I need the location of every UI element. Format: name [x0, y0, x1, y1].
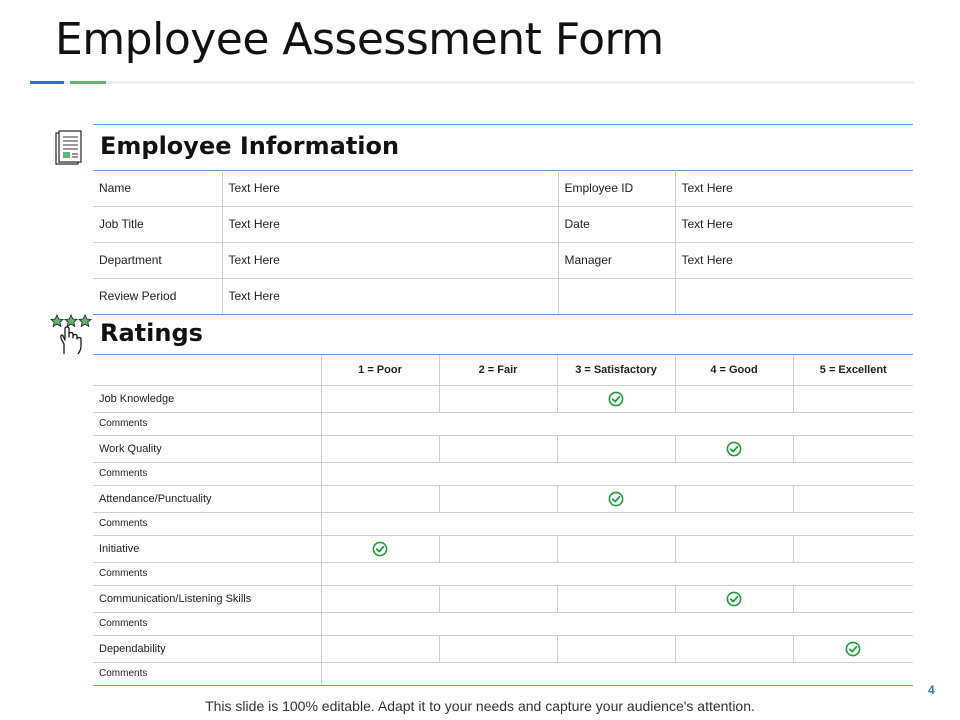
- comments-field[interactable]: [321, 612, 913, 635]
- rating-cell[interactable]: [793, 485, 913, 512]
- field-value[interactable]: Text Here: [222, 206, 558, 242]
- rating-cell[interactable]: [557, 435, 675, 462]
- criterion-row: [93, 485, 913, 512]
- rating-cell[interactable]: [321, 585, 439, 612]
- rating-cell[interactable]: [439, 385, 557, 412]
- rating-cell[interactable]: [439, 585, 557, 612]
- title-accent-blue: [30, 81, 64, 84]
- rating-cell[interactable]: [793, 585, 913, 612]
- check-circle-icon: [726, 591, 742, 607]
- scale-corner-cell: [93, 355, 321, 385]
- scale-label: 2 = Fair: [439, 355, 557, 385]
- field-label: Date: [558, 206, 675, 242]
- comments-label: Comments: [93, 512, 321, 535]
- rating-cell[interactable]: [557, 385, 675, 412]
- rating-cell[interactable]: [675, 485, 793, 512]
- field-value[interactable]: [675, 278, 913, 314]
- rating-cell[interactable]: [793, 435, 913, 462]
- field-value[interactable]: Text Here: [675, 242, 913, 278]
- check-circle-icon: [845, 641, 861, 657]
- rating-cell[interactable]: [557, 585, 675, 612]
- rating-cell[interactable]: [557, 485, 675, 512]
- rating-cell[interactable]: [793, 385, 913, 412]
- ratings-table: [93, 355, 913, 686]
- check-circle-icon: [726, 441, 742, 457]
- scale-label: 1 = Poor: [321, 355, 439, 385]
- rating-cell[interactable]: [321, 435, 439, 462]
- rating-cell[interactable]: [321, 485, 439, 512]
- comments-label: Comments: [93, 412, 321, 435]
- field-label: Employee ID: [558, 170, 675, 206]
- comments-row: [93, 662, 913, 685]
- rating-cell[interactable]: [793, 535, 913, 562]
- comments-label: Comments: [93, 662, 321, 685]
- field-value[interactable]: Text Here: [222, 170, 558, 206]
- criterion-name: Communication/Listening Skills: [93, 585, 321, 612]
- info-row: [93, 242, 913, 278]
- employee-information-table: [93, 170, 913, 315]
- comments-row: [93, 562, 913, 585]
- field-label: [558, 278, 675, 314]
- info-row: [93, 206, 913, 242]
- footer-text: This slide is 100% editable. Adapt it to your needs and capture your audience's attention.: [205, 698, 755, 714]
- rating-cell[interactable]: [439, 485, 557, 512]
- field-label: Department: [93, 242, 222, 278]
- employee-information-header: [93, 124, 913, 171]
- criterion-name: Job Knowledge: [93, 385, 321, 412]
- field-label: Name: [93, 170, 222, 206]
- rating-cell[interactable]: [439, 535, 557, 562]
- criterion-name: Dependability: [93, 635, 321, 662]
- scale-label: 5 = Excellent: [793, 355, 913, 385]
- criterion-row: [93, 435, 913, 462]
- comments-row: [93, 412, 913, 435]
- comments-label: Comments: [93, 612, 321, 635]
- ratings-heading: Ratings: [100, 319, 203, 347]
- title-underline: [30, 81, 914, 84]
- field-label: Manager: [558, 242, 675, 278]
- rating-cell[interactable]: [675, 535, 793, 562]
- ratings-header: [93, 312, 913, 355]
- info-row: [93, 278, 913, 314]
- rating-cell[interactable]: [675, 385, 793, 412]
- rating-cell[interactable]: [675, 635, 793, 662]
- rating-cell[interactable]: [793, 635, 913, 662]
- check-circle-icon: [372, 541, 388, 557]
- comments-field[interactable]: [321, 562, 913, 585]
- criterion-row: [93, 535, 913, 562]
- scale-label: 3 = Satisfactory: [557, 355, 675, 385]
- page-title: Employee Assessment Form: [55, 14, 664, 65]
- title-accent-green: [70, 81, 106, 84]
- ratings-scale-row: [93, 355, 913, 385]
- rating-cell[interactable]: [321, 385, 439, 412]
- criterion-row: [93, 635, 913, 662]
- criterion-name: Work Quality: [93, 435, 321, 462]
- criterion-row: [93, 585, 913, 612]
- page-number: 4: [928, 683, 935, 697]
- comments-row: [93, 512, 913, 535]
- field-value[interactable]: Text Here: [675, 206, 913, 242]
- rating-cell[interactable]: [321, 635, 439, 662]
- check-circle-icon: [608, 391, 624, 407]
- field-label: Job Title: [93, 206, 222, 242]
- employee-information-heading: Employee Information: [100, 132, 400, 160]
- comments-field[interactable]: [321, 662, 913, 685]
- rating-cell[interactable]: [675, 435, 793, 462]
- field-value[interactable]: Text Here: [222, 278, 558, 314]
- criterion-name: Attendance/Punctuality: [93, 485, 321, 512]
- comments-field[interactable]: [321, 462, 913, 485]
- comments-field[interactable]: [321, 412, 913, 435]
- info-row: [93, 170, 913, 206]
- comments-label: Comments: [93, 462, 321, 485]
- comments-row: [93, 612, 913, 635]
- rating-cell[interactable]: [675, 585, 793, 612]
- check-circle-icon: [608, 491, 624, 507]
- comments-field[interactable]: [321, 512, 913, 535]
- field-label: Review Period: [93, 278, 222, 314]
- rating-cell[interactable]: [439, 635, 557, 662]
- scale-label: 4 = Good: [675, 355, 793, 385]
- rating-cell[interactable]: [439, 435, 557, 462]
- rating-cell[interactable]: [557, 535, 675, 562]
- comments-label: Comments: [93, 562, 321, 585]
- field-value[interactable]: Text Here: [222, 242, 558, 278]
- document-icon: [55, 130, 83, 166]
- criterion-row: [93, 385, 913, 412]
- stars-hand-icon: [50, 314, 94, 356]
- comments-row: [93, 462, 913, 485]
- rating-cell[interactable]: [321, 535, 439, 562]
- criterion-name: Initiative: [93, 535, 321, 562]
- field-value[interactable]: Text Here: [675, 170, 913, 206]
- rating-cell[interactable]: [557, 635, 675, 662]
